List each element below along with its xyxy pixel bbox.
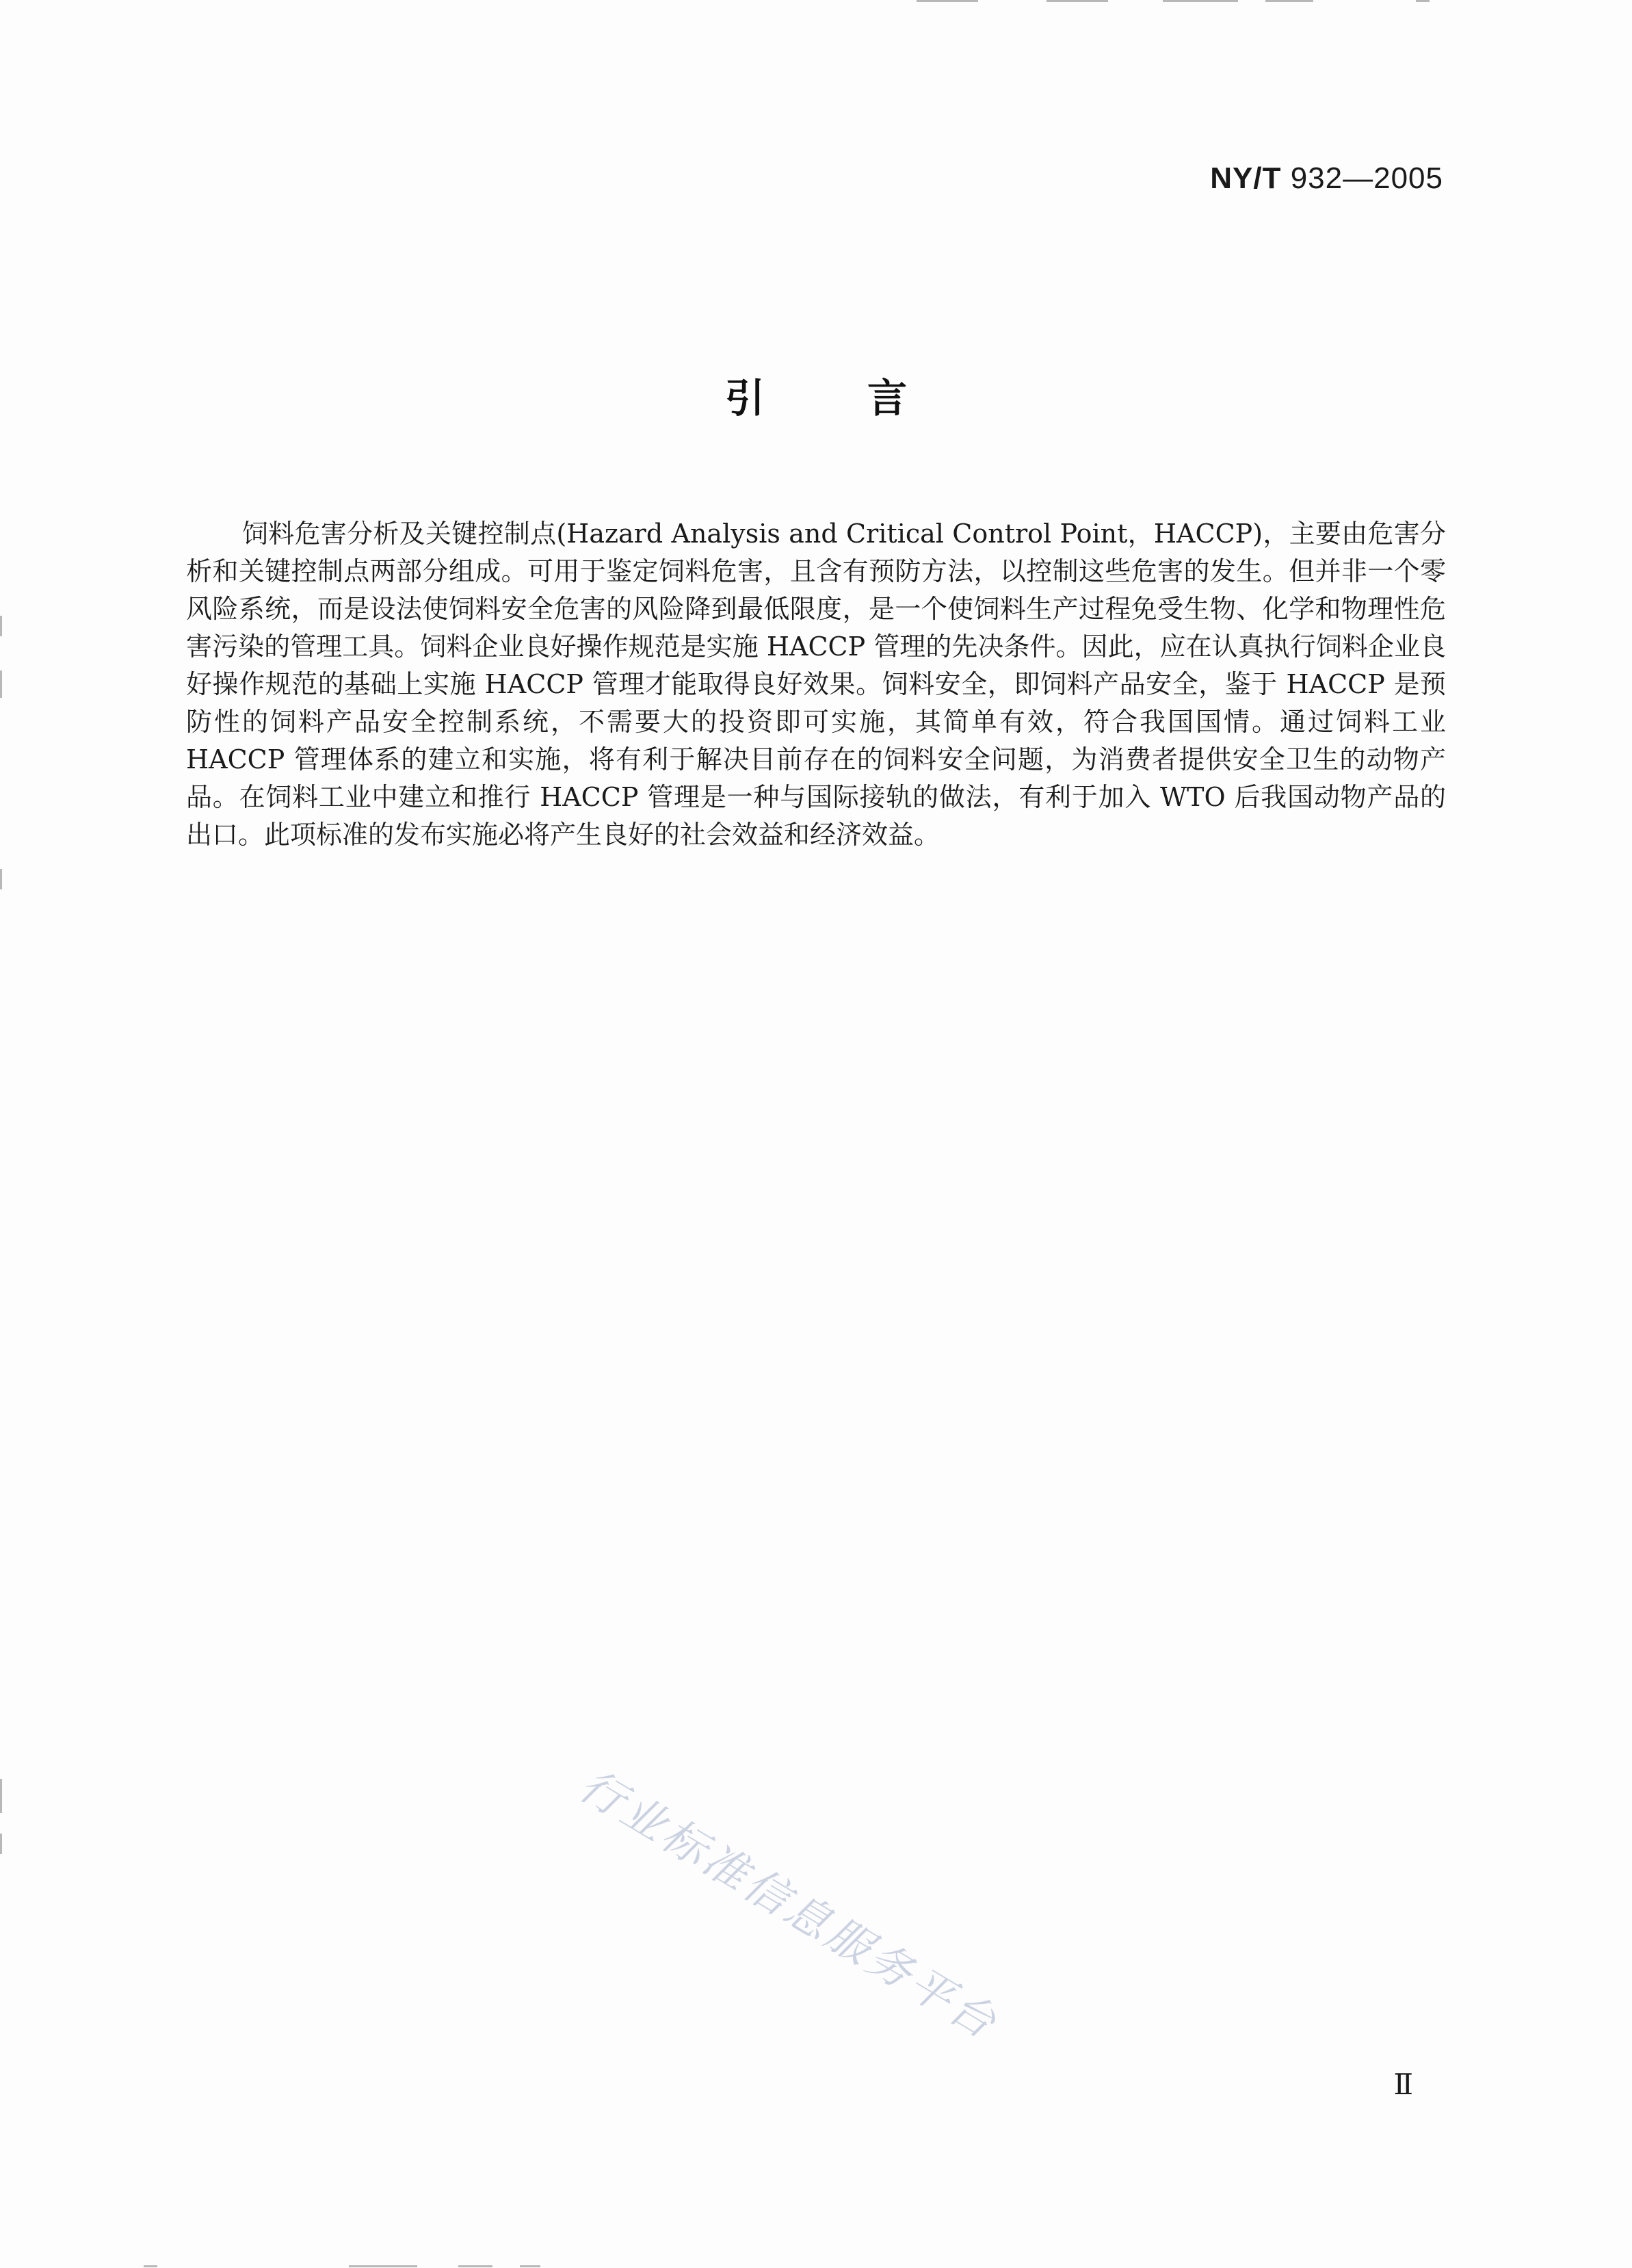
page-number: Ⅱ [1393,2068,1413,2101]
scan-artifact [1163,0,1238,2]
intro-paragraph: 饲料危害分析及关键控制点(Hazard Analysis and Critical Control Point，HACCP)，主要由危害分析和关键控制点两部分组成。可用于鉴定饲料危害，且含有预防方法，以控制这些危害的发生。但并非一个零风险系统，而是设法使饲料安全危害的风险降到最低限度，是一个使饲料生产过程免受生物、化学和物理性危害污染的管理工具。饲料企业良好操作规范是实施 HACCP 管理的先决条件。因此，应在认真执行饲料企业良好操作规范的基础上实施 HACCP 管理才能取得良好效果。饲料安全，即饲料产品安全，鉴于 HACCP 是预防性的饲料产品安全控制系统，不需要大的投资即可实施，其简单有效，符合我国国情。通过饲料工业 HACCP 管理体系的建立和实施，将有利于解决目前存在的饲料安全问题，为消费者提供安全卫生的动物产品。在饲料工业中建立和推行 HACCP 管理是一种与国际接轨的做法，有利于加入 WTO 后我国动物产品的出口。此项标准的发布实施必将产生良好的社会效益和经济效益。 [186,519,1446,850]
scan-artifact [520,2265,540,2267]
page-title: 引言 [724,375,1010,421]
scan-artifact [0,1834,2,1854]
scan-artifact [0,670,2,698]
scan-artifact [1265,0,1313,2]
scan-artifact [349,2265,417,2267]
scan-artifact [0,869,2,889]
standard-number: 932—2005 [1290,161,1443,195]
standard-prefix: NY/T [1210,161,1282,195]
scan-artifact [1047,0,1108,2]
scan-artifact [917,0,978,2]
scan-artifact [0,1779,2,1813]
scan-artifact [144,2265,157,2267]
scan-artifact [1416,0,1430,2]
standard-code [1210,161,1443,196]
scan-artifact [0,616,2,636]
watermark: 行业标准信息服务平台 [570,1760,1008,2050]
scan-artifact [458,2265,492,2267]
